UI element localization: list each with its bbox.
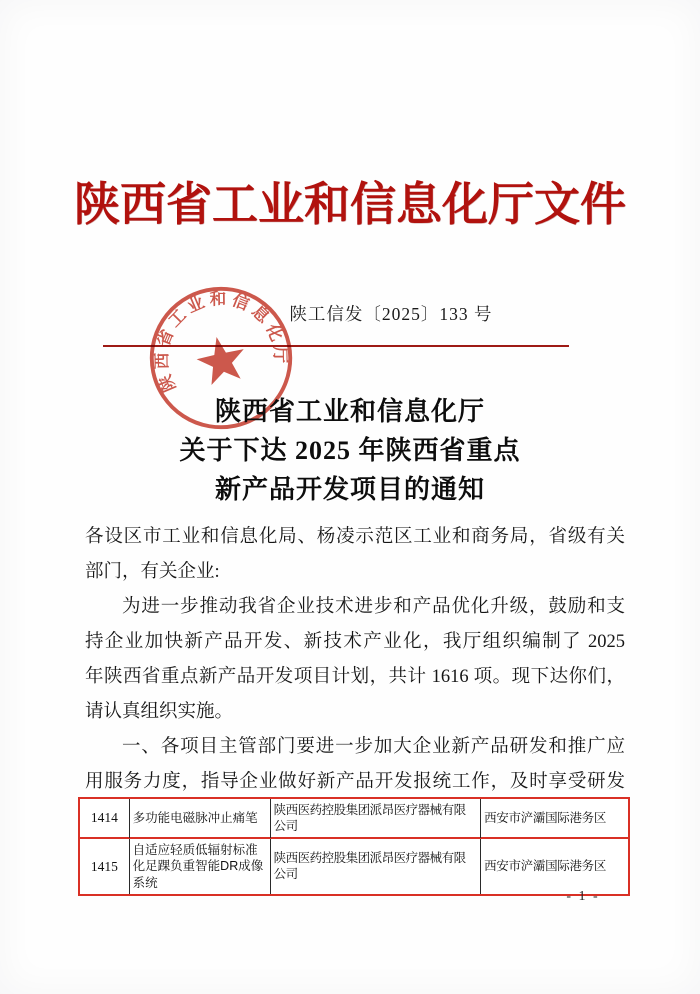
cell-project-no: 1414: [80, 799, 130, 838]
document-title: [0, 392, 700, 509]
body-line: 年陕西省重点新产品开发项目计划，共计 1616 项。现下达你们，: [85, 667, 625, 687]
cell-product-name: 自适应轻质低辐射标准化足踝负重智能DR成像系统: [130, 839, 271, 894]
body-line: 为进一步推动我省企业技术进步和产品优化升级，鼓励和支: [122, 597, 625, 617]
cell-company-name: 陕西医药控股集团派昂医疗器械有限公司: [271, 839, 481, 894]
body-line: 各设区市工业和信息化局、杨凌示范区工业和商务局，省级有关: [85, 527, 625, 547]
document-title-line1: 陕西省工业和信息化厅: [214, 397, 485, 426]
body-line: 持企业加快新产品开发、新技术产业化，我厅组织编制了 2025: [85, 632, 625, 652]
project-table: [78, 797, 630, 896]
body-line: 一、各项目主管部门要进一步加大企业新产品研发和推广应: [122, 737, 625, 757]
red-header-title: 陕西省工业和信息化厅文件: [74, 179, 626, 230]
document-title-line2: 关于下达 2025 年陕西省重点: [179, 436, 521, 465]
cell-district-name: 西安市浐灞国际港务区: [484, 859, 607, 874]
cell-company-name: 陕西医药控股集团派昂医疗器械有限公司: [271, 799, 481, 838]
document-title-line3: 新产品开发项目的通知: [214, 475, 485, 504]
body-line: 请认真组织实施。: [85, 702, 234, 722]
seal-text: 陕西省工业和信息化厅: [152, 289, 290, 395]
body-line: 部门，有关企业:: [85, 562, 220, 582]
doc-number: 陕工信发〔2025〕133 号: [289, 304, 493, 324]
cell-product-name: 多功能电磁脉冲止痛笔: [130, 799, 271, 838]
cell-district-name: 西安市浐灞国际港务区: [484, 811, 607, 826]
star-icon: [193, 332, 250, 387]
page-number: - 1 -: [566, 889, 600, 904]
table-row: [78, 837, 630, 896]
body-line: 用服务力度，指导企业做好新产品开发报统工作，及时享受研发: [85, 772, 625, 792]
body-text: [85, 520, 625, 800]
cell-project-no: 1415: [80, 839, 130, 894]
table-row: [78, 797, 630, 840]
